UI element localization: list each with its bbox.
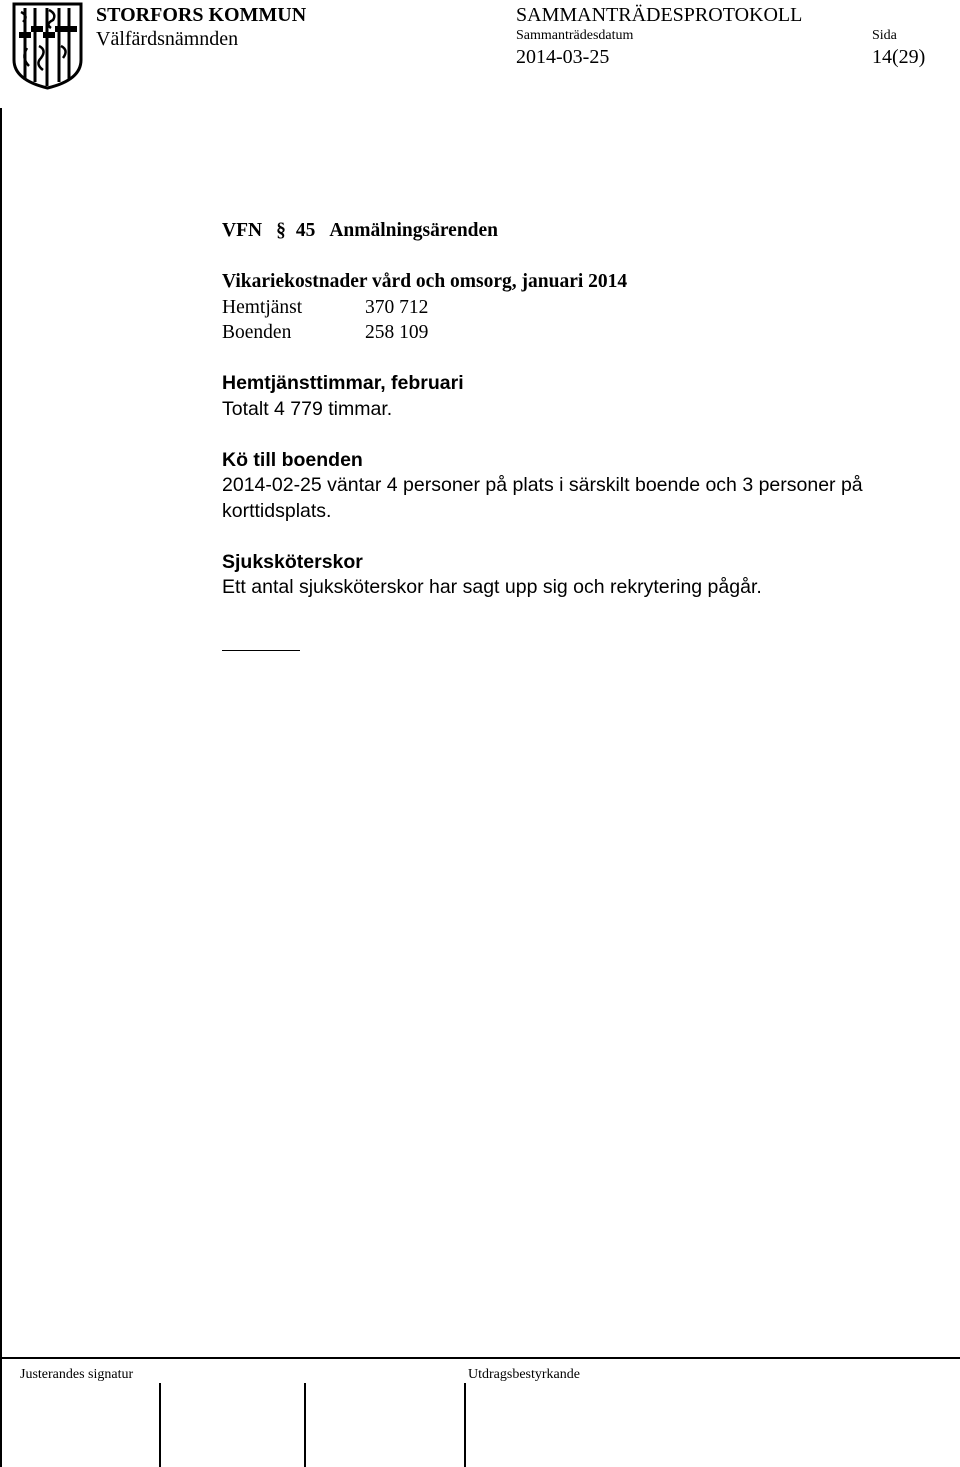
- signature-box-divider: [464, 1383, 466, 1467]
- table-row: [222, 295, 428, 321]
- committee-name: Välfärdsnämnden: [96, 28, 239, 50]
- vikarie-heading: Vikariekostnader vård och omsorg, januari 2014: [222, 271, 628, 292]
- footer-border-left: [0, 1357, 2, 1467]
- page-number: 14(29): [872, 46, 926, 68]
- row-label: Hemtjänst: [222, 296, 303, 318]
- page-label: Sida: [872, 28, 897, 43]
- section-number: 45: [295, 220, 316, 241]
- signature-label: Justerandes signatur: [20, 1367, 134, 1382]
- footer-rule: [0, 1357, 960, 1359]
- ko-heading: Kö till boenden: [222, 448, 363, 471]
- section-heading: [222, 218, 942, 244]
- section-symbol: §: [276, 220, 286, 241]
- meeting-date-label: Sammanträdesdatum: [516, 28, 634, 43]
- signature-box-divider: [304, 1383, 306, 1467]
- row-value: 370 712: [365, 296, 429, 318]
- row-value: 258 109: [365, 322, 429, 343]
- extract-label: Utdragsbestyrkande: [468, 1367, 580, 1382]
- sjukskoterskor-heading: Sjuksköterskor: [222, 550, 363, 573]
- left-margin-rule: [0, 108, 2, 1358]
- section-title: Anmälningsärenden: [329, 220, 499, 241]
- section-code: VFN: [222, 220, 263, 241]
- municipality-name: STORFORS KOMMUN: [96, 4, 307, 26]
- municipal-coat-of-arms-icon: [11, 2, 84, 90]
- hemtjanst-text: Totalt 4 779 timmar.: [222, 397, 393, 420]
- meeting-date: 2014-03-25: [516, 46, 610, 68]
- hemtjanst-heading: Hemtjänsttimmar, februari: [222, 372, 464, 394]
- main-content: [222, 218, 942, 601]
- vikarie-table: [222, 295, 428, 346]
- table-row: [222, 320, 428, 346]
- ko-text: 2014-02-25 väntar 4 personer på plats i särskilt boende och 3 personer på korttidsplats.: [222, 474, 863, 522]
- sjukskoterskor-text: Ett antal sjuksköterskor har sagt upp sig och rekrytering pågår.: [222, 576, 762, 598]
- section-end-line: [222, 650, 300, 651]
- signature-box-divider: [159, 1383, 161, 1467]
- row-label: Boenden: [222, 322, 292, 343]
- document-type: SAMMANTRÄDESPROTOKOLL: [516, 4, 803, 26]
